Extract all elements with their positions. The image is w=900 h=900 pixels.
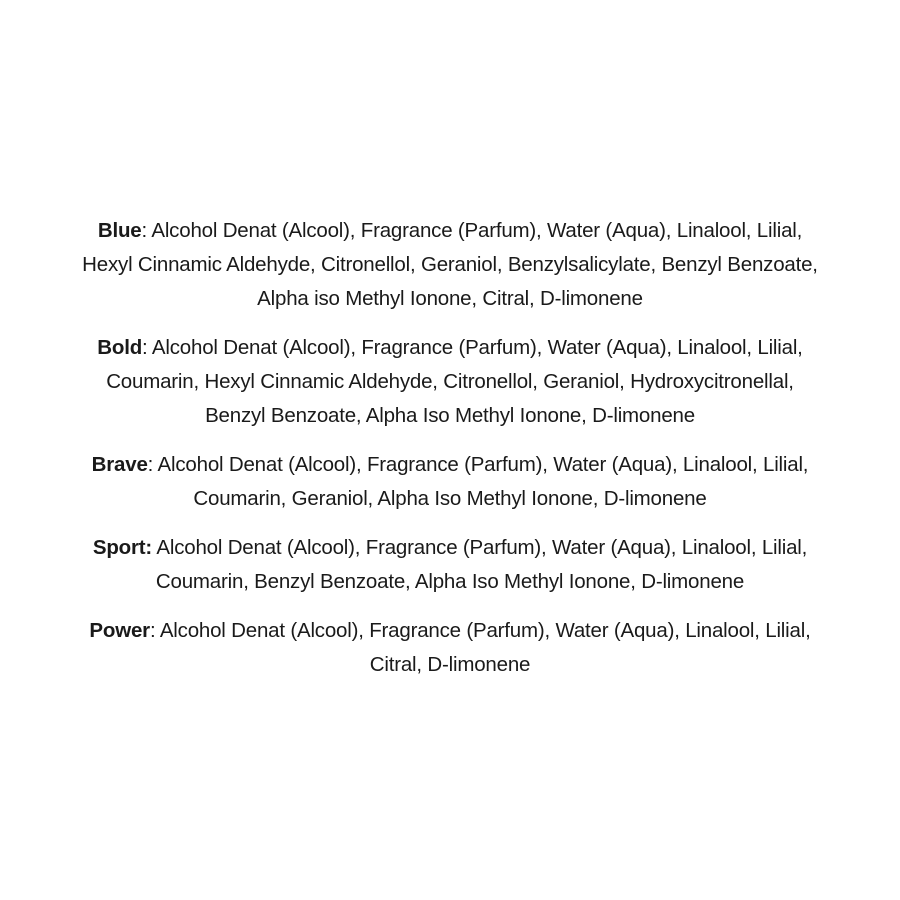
ingredients-list bbox=[0, 214, 900, 697]
entry-line: Alpha iso Methyl Ionone, Citral, D-limonene bbox=[257, 287, 643, 310]
entry-name: Brave bbox=[91, 453, 148, 476]
entry-power bbox=[20, 614, 880, 682]
entry-line: Citral, D-limonene bbox=[369, 653, 531, 676]
entry-line bbox=[20, 331, 880, 365]
entry-sport bbox=[20, 531, 880, 599]
entry-name: Bold bbox=[97, 336, 143, 359]
entry-line: Coumarin, Geraniol, Alpha Iso Methyl Ionone, D-limonene bbox=[193, 487, 707, 510]
entry-text: Alcohol Denat (Alcool), Fragrance (Parfum), Water (Aqua), Linalool, Lilial, bbox=[151, 336, 803, 359]
entry-line bbox=[20, 214, 880, 248]
entry-bold bbox=[20, 331, 880, 433]
entry-separator: : bbox=[149, 619, 160, 642]
entry-line: Hexyl Cinnamic Aldehyde, Citronellol, Geraniol, Benzylsalicylate, Benzyl Benzoate, bbox=[82, 253, 818, 276]
entry-text: Alcohol Denat (Alcool), Fragrance (Parfum), Water (Aqua), Linalool, Lilial, bbox=[156, 536, 808, 559]
entry-text: Alcohol Denat (Alcool), Fragrance (Parfum), Water (Aqua), Linalool, Lilial, bbox=[157, 453, 809, 476]
entry-line bbox=[20, 531, 880, 565]
entry-line bbox=[20, 614, 880, 648]
entry-name: Power bbox=[89, 619, 150, 642]
entry-line: Coumarin, Hexyl Cinnamic Aldehyde, Citronellol, Geraniol, Hydroxycitronellal, bbox=[106, 370, 794, 393]
entry-brave bbox=[20, 448, 880, 516]
entry-separator: : bbox=[141, 219, 152, 242]
entry-text: Alcohol Denat (Alcool), Fragrance (Parfum), Water (Aqua), Linalool, Lilial, bbox=[151, 219, 803, 242]
entry-line bbox=[20, 448, 880, 482]
entry-separator: : bbox=[147, 453, 158, 476]
entry-blue bbox=[20, 214, 880, 316]
entry-name: Blue bbox=[97, 219, 142, 242]
entry-name: Sport: bbox=[92, 536, 152, 559]
entry-text: Alcohol Denat (Alcool), Fragrance (Parfum), Water (Aqua), Linalool, Lilial, bbox=[159, 619, 811, 642]
entry-separator: : bbox=[142, 336, 152, 359]
entry-line: Benzyl Benzoate, Alpha Iso Methyl Ionone, D-limonene bbox=[205, 404, 695, 427]
entry-line: Coumarin, Benzyl Benzoate, Alpha Iso Methyl Ionone, D-limonene bbox=[155, 570, 745, 593]
